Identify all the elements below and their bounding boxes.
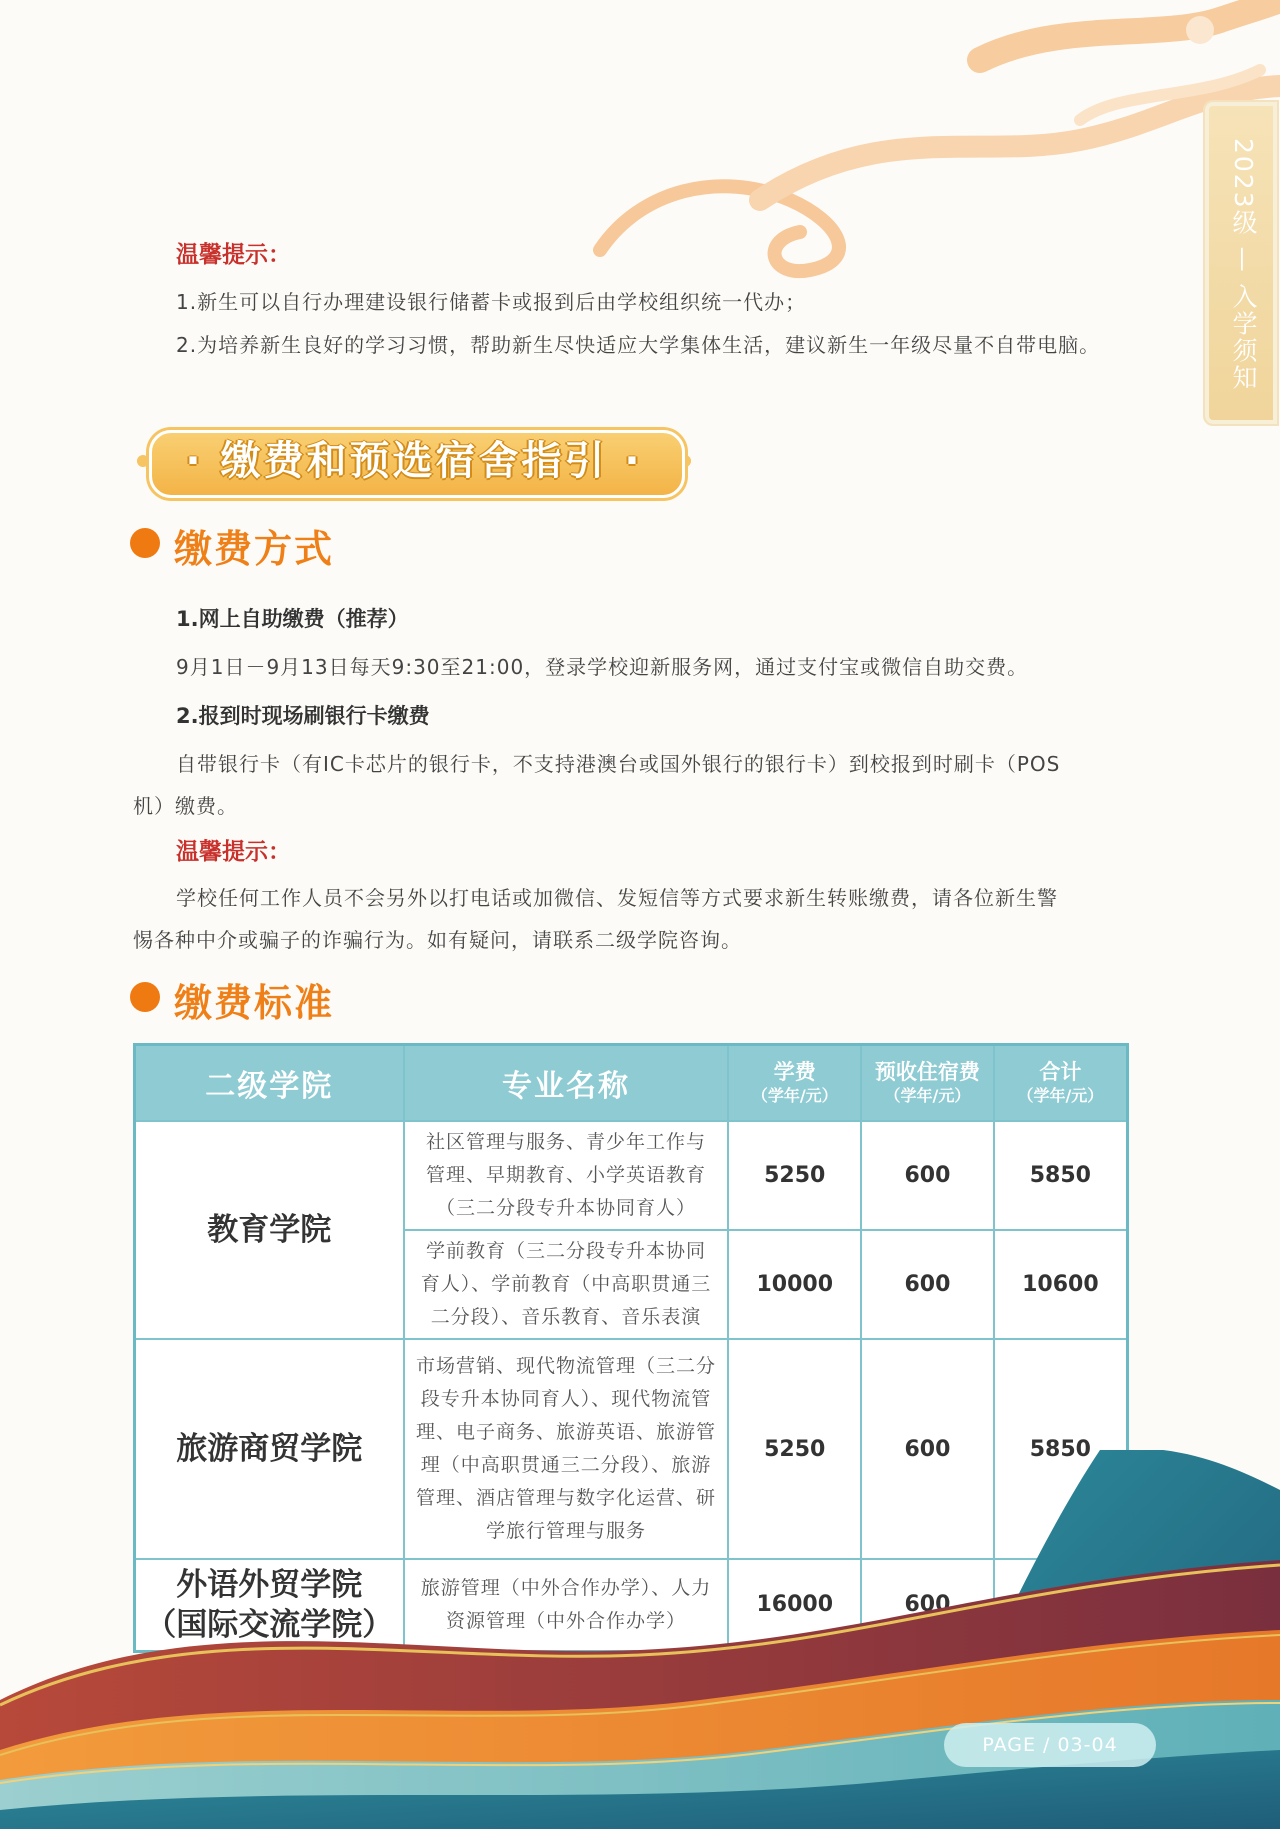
method1-title: 1.网上自助缴费（推荐） bbox=[176, 607, 409, 631]
decorative-waves bbox=[0, 1450, 1280, 1829]
tips-item: 2.为培养新生良好的学习习惯，帮助新生尽快适应大学集体生活，建议新生一年级尽量不自带电脑。 bbox=[176, 333, 1101, 357]
cell-total: 5850 bbox=[994, 1339, 1128, 1559]
method2-text: 自带银行卡（有IC卡芯片的银行卡，不支持港澳台或国外银行的银行卡）到校报到时刷卡（POS bbox=[176, 752, 1061, 776]
cell-college: 外语外贸学院 （国际交流学院） bbox=[135, 1559, 404, 1651]
cell-major: 学前教育（三二分段专升本协同 育人）、学前教育（中高职贯通三 二分段）、音乐教育、音乐表演 bbox=[404, 1230, 729, 1339]
page-indicator: PAGE / 03-04 bbox=[982, 1734, 1118, 1756]
section-banner bbox=[133, 420, 695, 502]
section-title-standard: 缴费标准 bbox=[174, 981, 335, 1025]
cell-total: 5850 bbox=[994, 1121, 1128, 1230]
tips-title: 温馨提示： bbox=[176, 242, 291, 268]
header-college: 二级学院 bbox=[135, 1045, 404, 1122]
tips-text: 学校任何工作人员不会另外以打电话或加微信、发短信等方式要求新生转账缴费，请各位新生警 bbox=[176, 886, 1058, 910]
method1-text: 9月1日－9月13日每天9:30至21:00，登录学校迎新服务网，通过支付宝或微信自助交费。 bbox=[176, 655, 1029, 679]
cell-tuition: 16000 bbox=[728, 1559, 861, 1651]
header-total: 合计 （学年/元） bbox=[994, 1045, 1128, 1122]
decorative-swirl bbox=[560, 0, 1280, 320]
section-title-payment: 缴费方式 bbox=[174, 527, 335, 571]
cell-total: 10600 bbox=[994, 1230, 1128, 1339]
cell-college: 旅游商贸学院 bbox=[135, 1339, 404, 1559]
cell-major: 社区管理与服务、青少年工作与 管理、早期教育、小学英语教育 （三二分段专升本协同育人） bbox=[404, 1121, 729, 1230]
cell-dorm: 600 bbox=[861, 1230, 994, 1339]
banner-title: · 缴费和预选宿舍指引 · bbox=[185, 438, 643, 484]
cell-college: 教育学院 bbox=[135, 1121, 404, 1339]
method2-text: 机）缴费。 bbox=[133, 794, 238, 818]
cell-tuition: 5250 bbox=[728, 1339, 861, 1559]
tips-item: 1.新生可以自行办理建设银行储蓄卡或报到后由学校组织统一代办； bbox=[176, 290, 807, 314]
table-row bbox=[135, 1121, 1128, 1230]
cell-tuition: 5250 bbox=[728, 1121, 861, 1230]
cell-dorm: 600 bbox=[861, 1121, 994, 1230]
bullet-dot bbox=[130, 982, 160, 1012]
header-dorm: 预收住宿费 （学年/元） bbox=[861, 1045, 994, 1122]
cell-major: 旅游管理（中外合作办学）、人力 资源管理（中外合作办学） bbox=[404, 1559, 729, 1651]
method2-title: 2.报到时现场刷银行卡缴费 bbox=[176, 704, 430, 728]
cell-major: 市场营销、现代物流管理（三二分 段专升本协同育人）、现代物流管 理、电子商务、旅游英语、旅游管 理（中高职贯通三二分段）、旅游 管理、酒店管理与数字化运营、研 学旅行管理与服务 bbox=[404, 1339, 729, 1559]
cell-dorm: 600 bbox=[861, 1559, 994, 1651]
cell-dorm: 600 bbox=[861, 1339, 994, 1559]
cell-tuition: 10000 bbox=[728, 1230, 861, 1339]
tips-title: 温馨提示： bbox=[176, 839, 291, 865]
header-major: 专业名称 bbox=[404, 1045, 729, 1122]
tips-text: 惕各种中介或骗子的诈骗行为。如有疑问，请联系二级学院咨询。 bbox=[133, 928, 742, 952]
header-tuition: 学费 （学年/元） bbox=[728, 1045, 861, 1122]
bullet-dot bbox=[130, 528, 160, 558]
side-tab bbox=[1203, 100, 1279, 426]
table-header-row bbox=[135, 1045, 1128, 1122]
side-tab-label: 2023级 — 入学须知 bbox=[1229, 138, 1258, 392]
